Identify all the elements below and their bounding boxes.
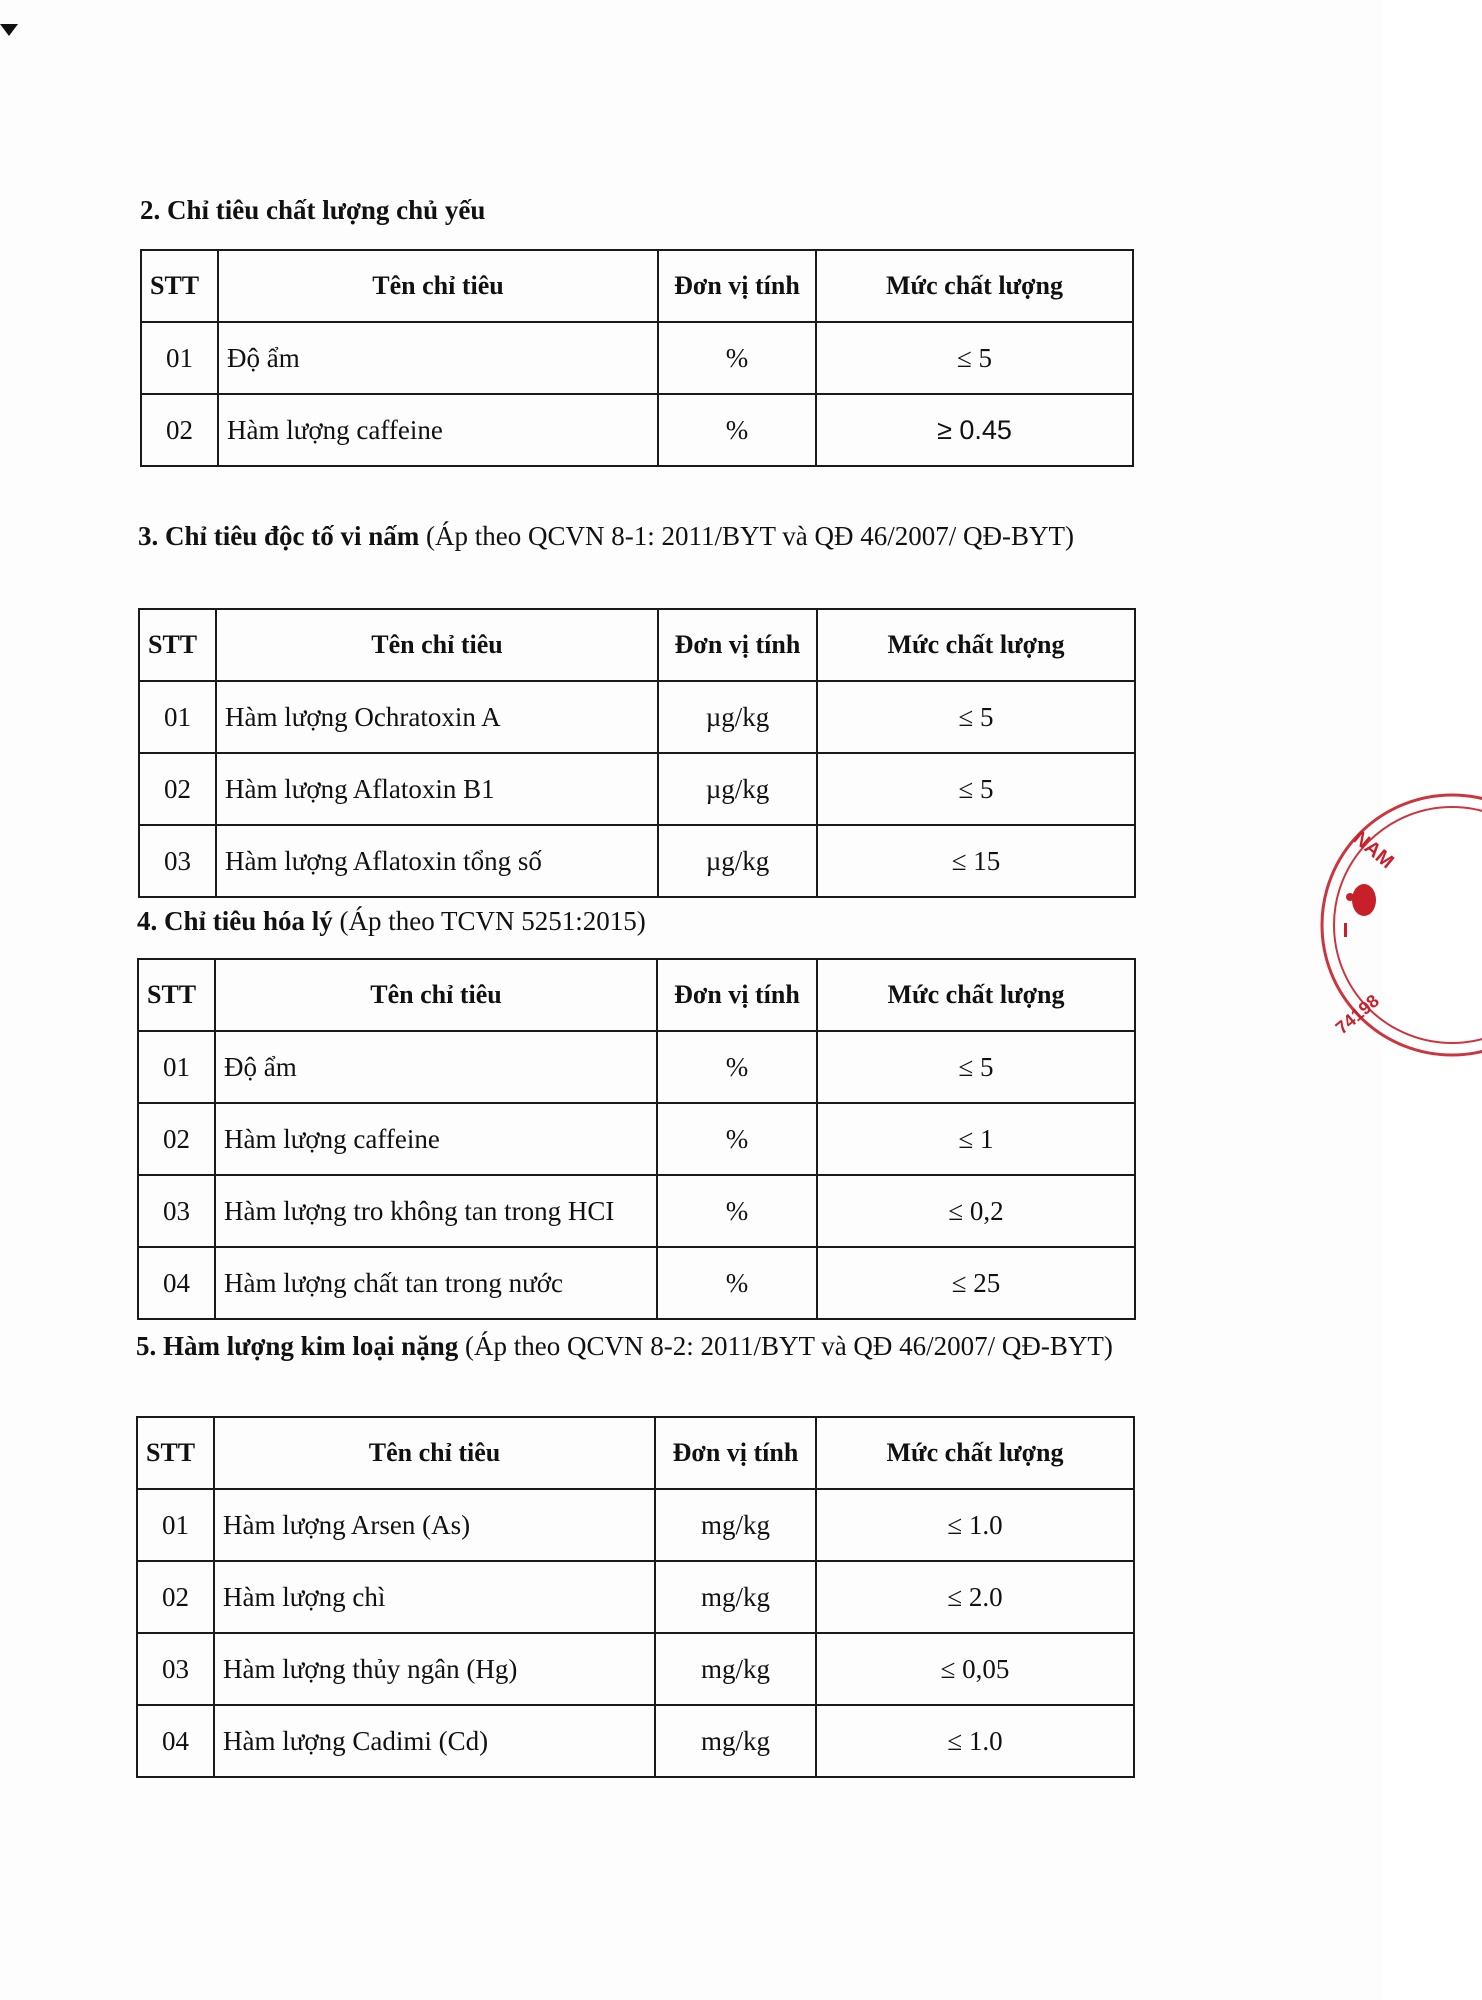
cell-unit: %: [657, 1103, 817, 1175]
table-row: [141, 322, 1133, 394]
cell-level: ≤ 5: [817, 1031, 1135, 1103]
col-header-unit: Đơn vị tính: [655, 1417, 816, 1489]
section-number: 3.: [138, 521, 159, 551]
cell-unit: µg/kg: [658, 753, 817, 825]
table-row: [139, 825, 1135, 897]
cell-level: ≤ 1.0: [816, 1705, 1134, 1777]
cell-name: Hàm lượng Ochratoxin A: [216, 681, 658, 753]
cell-level: ≤ 25: [817, 1247, 1135, 1319]
table-row: [139, 681, 1135, 753]
cell-unit: %: [658, 322, 816, 394]
cell-stt: 04: [137, 1705, 214, 1777]
col-header-name: Tên chỉ tiêu: [214, 1417, 655, 1489]
cell-name: Độ ẩm: [218, 322, 658, 394]
cell-unit: mg/kg: [655, 1633, 816, 1705]
cell-level: ≤ 5: [817, 753, 1135, 825]
cell-name: Hàm lượng chì: [214, 1561, 655, 1633]
cell-level: ≤ 2.0: [816, 1561, 1134, 1633]
section-title: Chỉ tiêu độc tố vi nấm: [165, 521, 420, 551]
section-title: Hàm lượng kim loại nặng: [163, 1331, 459, 1361]
cell-stt: 02: [137, 1561, 214, 1633]
cell-stt: 01: [138, 1031, 215, 1103]
section-number: 2.: [140, 195, 161, 225]
cell-stt: 03: [139, 825, 216, 897]
cell-name: Hàm lượng Aflatoxin tổng số: [216, 825, 658, 897]
cell-name: Hàm lượng Cadimi (Cd): [214, 1705, 655, 1777]
cell-stt: 01: [139, 681, 216, 753]
col-header-level: Mức chất lượng: [817, 959, 1135, 1031]
cell-level: ≤ 0,2: [817, 1175, 1135, 1247]
section-heading: [136, 1330, 1116, 1363]
col-header-stt: STT: [138, 959, 215, 1031]
cell-unit: %: [657, 1031, 817, 1103]
cell-stt: 02: [138, 1103, 215, 1175]
cell-stt: 01: [141, 322, 218, 394]
cell-unit: µg/kg: [658, 825, 817, 897]
section-reference: (Áp theo TCVN 5251:2015): [339, 906, 646, 936]
cell-unit: µg/kg: [658, 681, 817, 753]
cell-level: ≤ 5: [817, 681, 1135, 753]
company-seal-stamp: [1302, 785, 1482, 1065]
cell-name: Hàm lượng thủy ngân (Hg): [214, 1633, 655, 1705]
scan-corner-mark: [0, 24, 18, 36]
table-row: [139, 753, 1135, 825]
seal-text-bottom: 74198: [1331, 990, 1383, 1039]
table-row: [137, 1561, 1134, 1633]
col-header-level: Mức chất lượng: [816, 1417, 1134, 1489]
col-header-name: Tên chỉ tiêu: [218, 250, 658, 322]
col-header-name: Tên chỉ tiêu: [216, 609, 658, 681]
cell-stt: 03: [137, 1633, 214, 1705]
table-row: [138, 1031, 1135, 1103]
col-header-unit: Đơn vị tính: [658, 250, 816, 322]
cell-level: ≤ 1: [817, 1103, 1135, 1175]
cell-name: Độ ẩm: [215, 1031, 657, 1103]
cell-level: ≤ 1.0: [816, 1489, 1134, 1561]
cell-unit: %: [658, 394, 816, 466]
section-number: 5.: [136, 1331, 157, 1361]
cell-name: Hàm lượng tro không tan trong HCI: [215, 1175, 657, 1247]
cell-stt: 04: [138, 1247, 215, 1319]
cell-name: Hàm lượng caffeine: [215, 1103, 657, 1175]
section-title: Chỉ tiêu chất lượng chủ yếu: [167, 195, 486, 225]
section-reference: (Áp theo QCVN 8-1: 2011/BYT và QĐ 46/2007/ QĐ-BYT): [426, 521, 1074, 551]
physicochemical-table: [137, 958, 1136, 1320]
table-row: [137, 1633, 1134, 1705]
section-heading: [140, 194, 1120, 227]
table-row: [138, 1247, 1135, 1319]
table-header-row: [138, 959, 1135, 1031]
cell-unit: mg/kg: [655, 1561, 816, 1633]
table-row: [141, 394, 1133, 466]
col-header-unit: Đơn vị tính: [657, 959, 817, 1031]
cell-unit: mg/kg: [655, 1705, 816, 1777]
table-row: [138, 1175, 1135, 1247]
cell-name: Hàm lượng Aflatoxin B1: [216, 753, 658, 825]
seal-star-mark: [1352, 884, 1376, 916]
col-header-stt: STT: [141, 250, 218, 322]
section-heading: [138, 520, 1118, 553]
col-header-level: Mức chất lượng: [817, 609, 1135, 681]
cell-level: ≥ 0.45: [816, 394, 1133, 466]
table-row: [138, 1103, 1135, 1175]
section-reference: (Áp theo QCVN 8-2: 2011/BYT và QĐ 46/2007/ QĐ-BYT): [464, 1331, 1113, 1361]
col-header-stt: STT: [139, 609, 216, 681]
table-row: [137, 1489, 1134, 1561]
quality-table: [140, 249, 1134, 467]
cell-name: Hàm lượng Arsen (As): [214, 1489, 655, 1561]
cell-stt: 02: [141, 394, 218, 466]
table-header-row: [139, 609, 1135, 681]
col-header-level: Mức chất lượng: [816, 250, 1133, 322]
mycotoxin-table: [138, 608, 1136, 898]
cell-stt: 02: [139, 753, 216, 825]
heavy-metals-table: [136, 1416, 1135, 1778]
col-header-unit: Đơn vị tính: [658, 609, 817, 681]
section-title: Chỉ tiêu hóa lý: [164, 906, 333, 936]
section-heading: [137, 905, 1117, 938]
cell-stt: 01: [137, 1489, 214, 1561]
cell-name: Hàm lượng chất tan trong nước: [215, 1247, 657, 1319]
cell-name: Hàm lượng caffeine: [218, 394, 658, 466]
table-row: [137, 1705, 1134, 1777]
cell-level: ≤ 15: [817, 825, 1135, 897]
cell-unit: %: [657, 1175, 817, 1247]
table-header-row: [137, 1417, 1134, 1489]
seal-text-top: NAM: [1348, 826, 1398, 874]
section-number: 4.: [137, 906, 158, 936]
col-header-name: Tên chỉ tiêu: [215, 959, 657, 1031]
table-header-row: [141, 250, 1133, 322]
cell-level: ≤ 0,05: [816, 1633, 1134, 1705]
cell-unit: %: [657, 1247, 817, 1319]
cell-unit: mg/kg: [655, 1489, 816, 1561]
col-header-stt: STT: [137, 1417, 214, 1489]
cell-level: ≤ 5: [816, 322, 1133, 394]
cell-stt: 03: [138, 1175, 215, 1247]
